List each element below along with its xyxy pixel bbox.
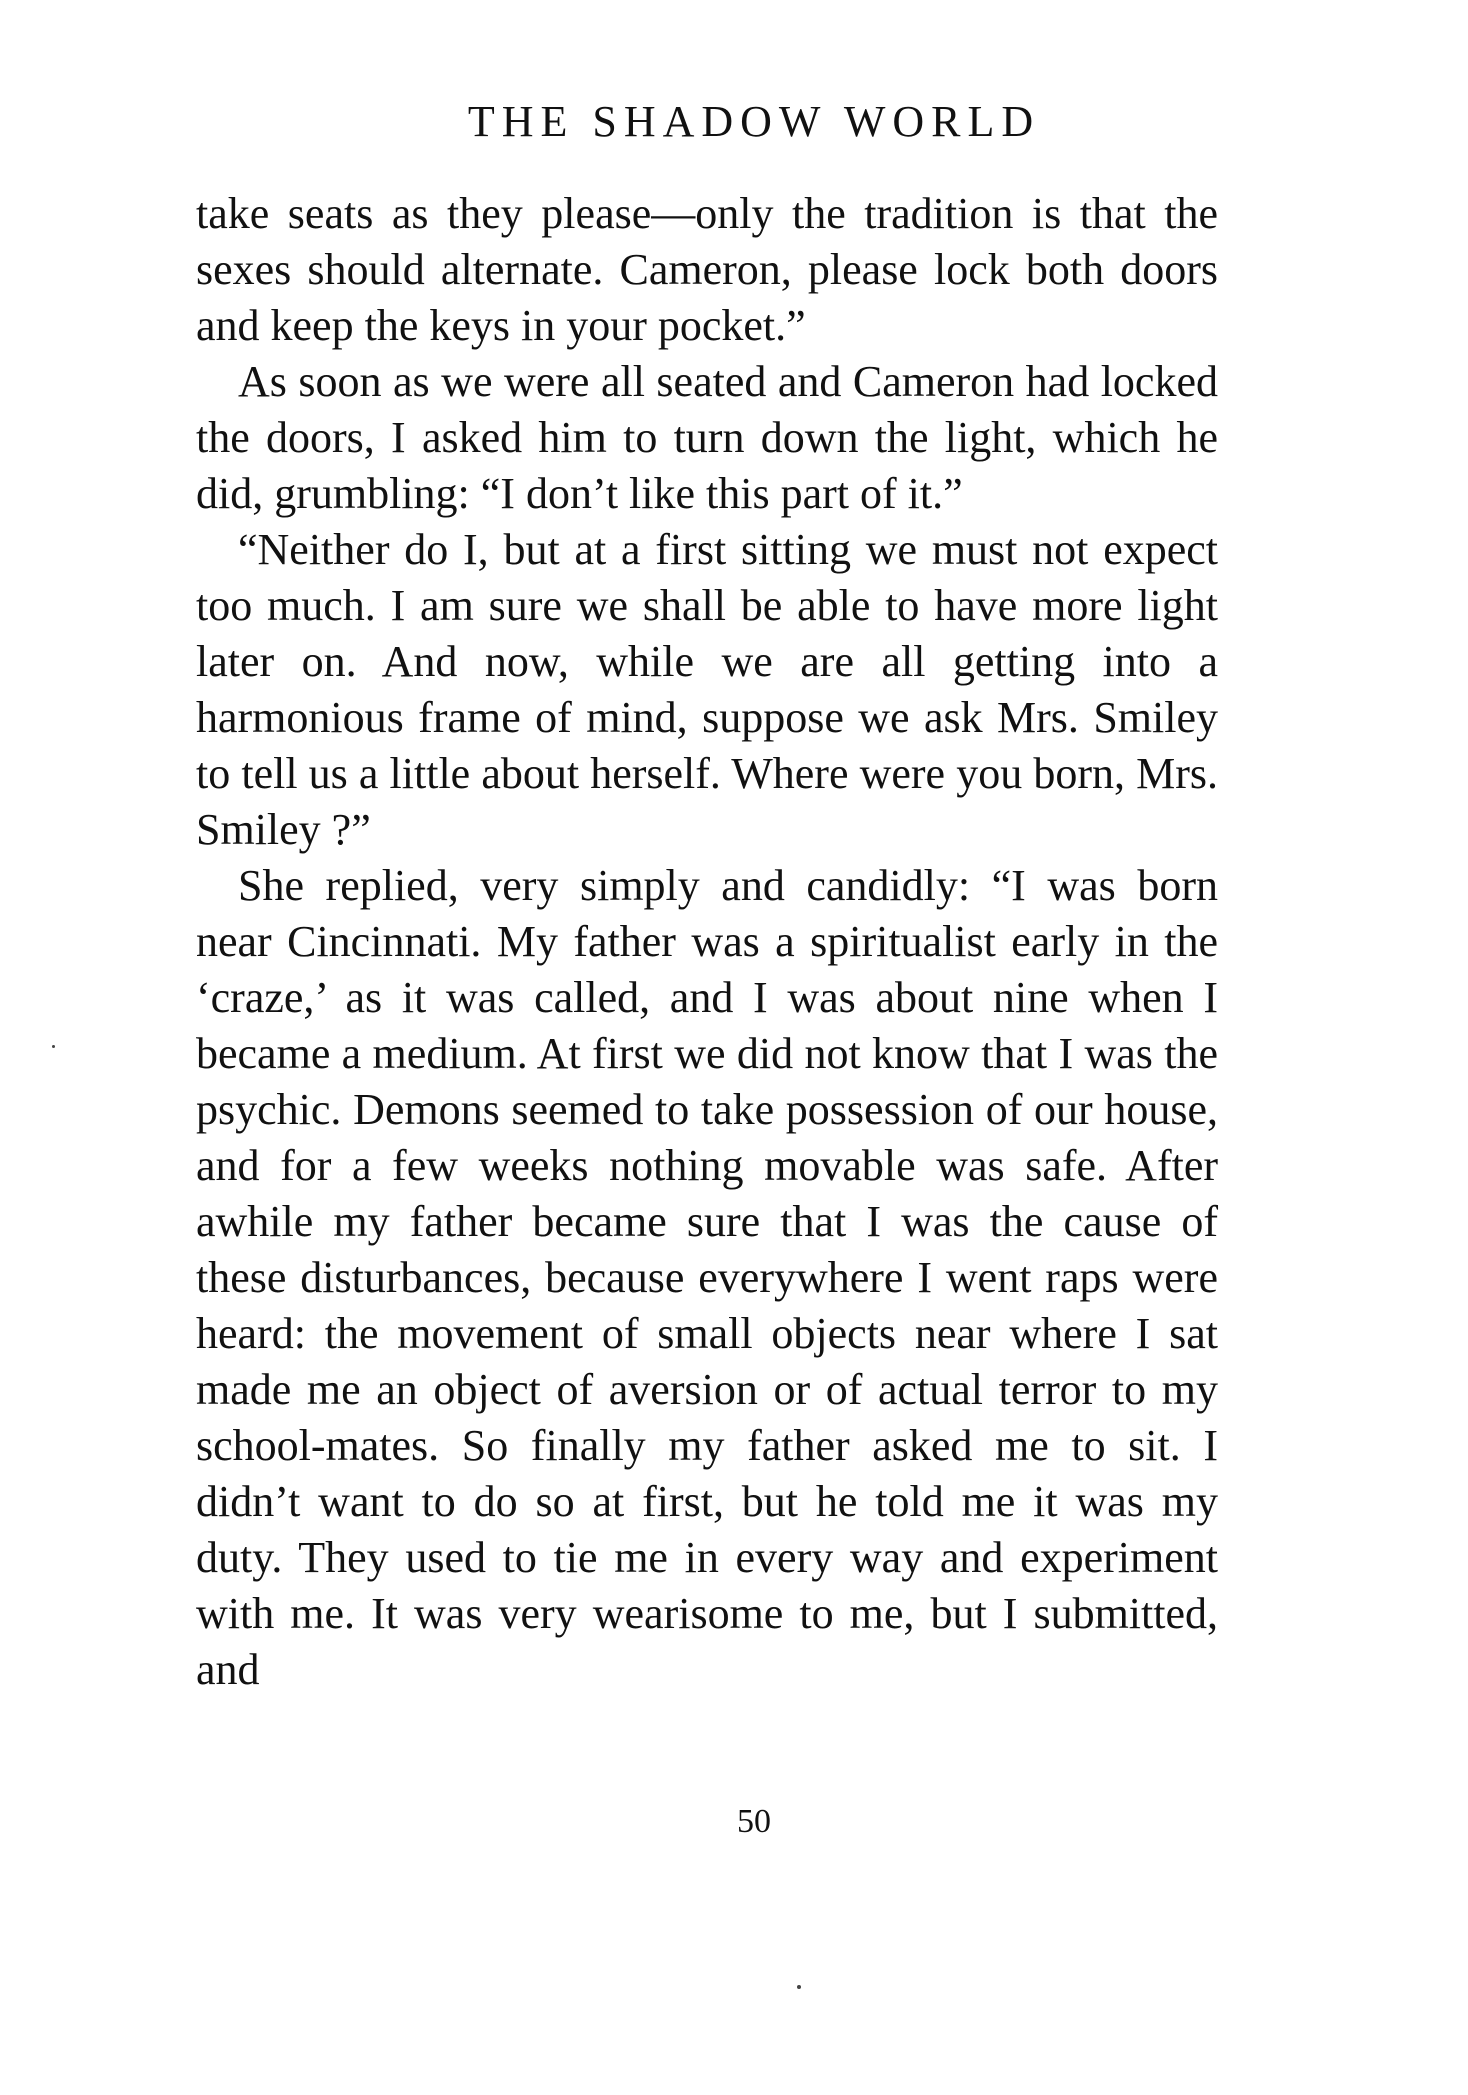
paragraph: She replied, very simply and candidly: “I was born near Cincinnati. My father was a spiritualist early in the ‘craze,’ as it was called, and I was about nine when I became a medium. At first we did not know that I was the psychic. Demons seemed to take possession of our house, and for a few weeks nothing movable was safe. After awhile my father became sure that I was the cause of these disturbances, because everywhere I went raps were heard: the movement of small objects near where I sat made me an object of aversion or of actual terror to my school-mates. So finally my father asked me to sit. I didn’t want to do so at first, but he told me it was my duty. They used to tie me in every way and experiment with me. It was very wearisome to me, but I submitted, and [196,861,1218,1694]
body-text [196,186,1218,1698]
print-speck [52,1045,55,1048]
paragraph: “Neither do I, but at a first sitting we must not expect too much. I am sure we shall be able to have more light later on. And now, while we are all getting into a harmonious frame of mind, suppose we ask Mrs. Smiley to tell us a little about herself. Where were you born, Mrs. Smiley ?” [196,525,1218,854]
page-number: 50 [737,1803,771,1840]
paragraph: As soon as we were all seated and Cameron had locked the doors, I asked him to turn down the light, which he did, grumbling: “I don’t like this part of it.” [196,357,1218,518]
paragraph-continuation: take seats as they please—only the tradition is that the sexes should alternate. Cameron, please lock both doors and keep the keys in your pocket.” [196,189,1218,350]
print-speck [797,1985,801,1989]
running-head-title: THE SHADOW WORLD [467,97,1041,146]
